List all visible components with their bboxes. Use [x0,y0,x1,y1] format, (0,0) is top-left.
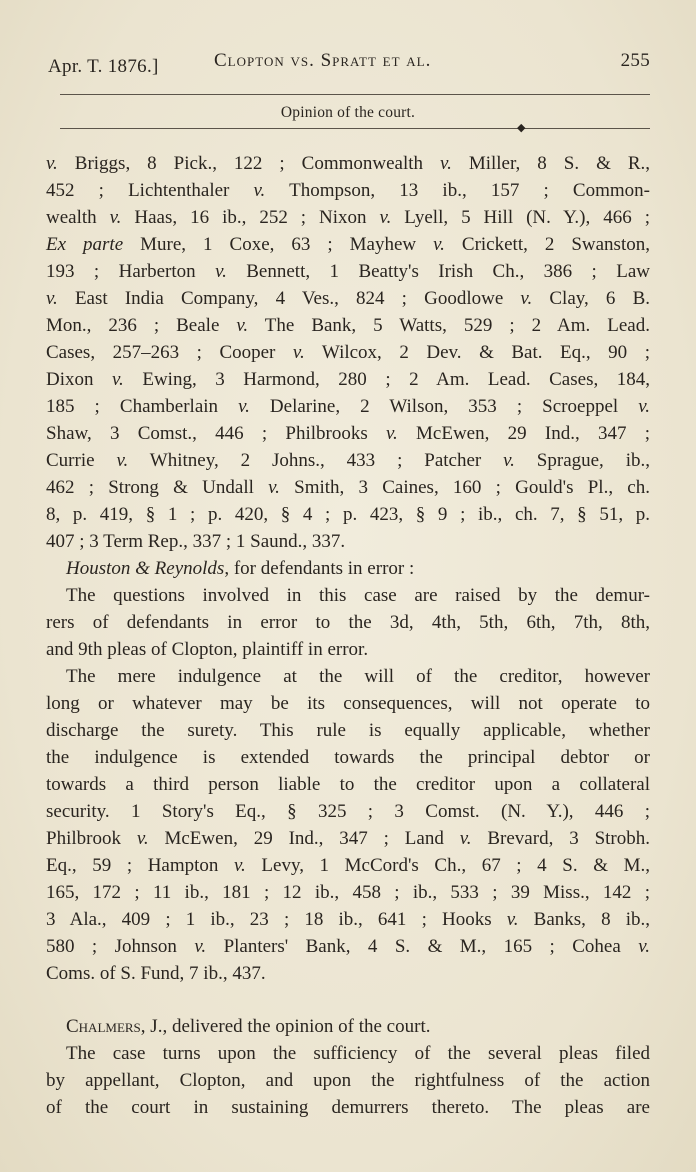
text-line: towards a third person liable to the creditor upon a collateral [46,774,650,795]
text-line: 165, 172 ; 11 ib., 181 ; 12 ib., 458 ; ib., 533 ; 39 Miss., 142 ; [46,882,650,903]
header-rule-bottom [60,128,650,129]
text-line: Coms. of S. Fund, 7 ib., 437. [46,963,266,984]
text-line: wealth v. Haas, 16 ib., 252 ; Nixon v. Lyell, 5 Hill (N. Y.), 466 ; [46,207,650,228]
text-line: Dixon v. Ewing, 3 Harmond, 280 ; 2 Am. Lead. Cases, 184, [46,369,650,390]
subheading: Opinion of the court. [280,104,416,121]
running-head [46,46,650,80]
text-line: v. Briggs, 8 Pick., 122 ; Commonwealth v. Miller, 8 S. & R., [46,153,651,174]
text-line: the indulgence is extended towards the principal debtor or [46,747,650,768]
opinion-heading-line: Chalmers, J., delivered the opinion of the court. [66,1016,431,1037]
text-line: of the court in sustaining demurrers thereto. The pleas are [46,1097,650,1118]
text-line: 8, p. 419, § 1 ; p. 420, § 4 ; p. 423, § 9 ; ib., ch. 7, § 51, p. [46,504,650,525]
text-line: v. East India Company, 4 Ves., 824 ; Goodlowe v. Clay, 6 B. [46,288,651,309]
text-line: Eq., 59 ; Hampton v. Levy, 1 McCord's Ch., 67 ; 4 S. & M., [46,855,650,876]
text-line: 452 ; Lichtenthaler v. Thompson, 13 ib., 157 ; Common- [46,180,650,201]
text-line: Currie v. Whitney, 2 Johns., 433 ; Patcher v. Sprague, ib., [46,450,650,471]
text-line: 185 ; Chamberlain v. Delarine, 2 Wilson, 353 ; Scroeppel v. [46,396,650,417]
counsel-line: Houston & Reynolds, for defendants in error : [66,558,415,579]
text-line: The questions involved in this case are raised by the demur- [66,585,650,606]
text-line: Shaw, 3 Comst., 446 ; Philbrooks v. McEwen, 29 Ind., 347 ; [46,423,650,444]
page-number: 255 [620,50,650,71]
text-line: Philbrook v. McEwen, 29 Ind., 347 ; Land v. Brevard, 3 Strobh. [46,828,650,849]
case-title: Clopton vs. Spratt et al. [214,50,432,71]
text-line: discharge the surety. This rule is equally applicable, whether [46,720,650,741]
term-label: Apr. T. 1876.] [48,56,159,77]
text-line: Cases, 257–263 ; Cooper v. Wilcox, 2 Dev. & Bat. Eq., 90 ; [46,342,650,363]
text-line: Ex parte Mure, 1 Coxe, 63 ; Mayhew v. Crickett, 2 Swanston, [46,234,650,255]
header-rule-top [60,94,650,95]
ornament-icon: ◆ [517,122,526,134]
text-line: 580 ; Johnson v. Planters' Bank, 4 S. & M., 165 ; Cohea v. [46,936,650,957]
text-line: Mon., 236 ; Beale v. The Bank, 5 Watts, 529 ; 2 Am. Lead. [46,315,650,336]
text-line: 407 ; 3 Term Rep., 337 ; 1 Saund., 337. [46,531,346,552]
text-line: 462 ; Strong & Undall v. Smith, 3 Caines, 160 ; Gould's Pl., ch. [46,477,650,498]
text-line: The mere indulgence at the will of the creditor, however [66,666,650,687]
text-line: by appellant, Clopton, and upon the rightfulness of the action [46,1070,650,1091]
text-line: The case turns upon the sufficiency of the several pleas filed [66,1043,650,1064]
text-line: security. 1 Story's Eq., § 325 ; 3 Comst. (N. Y.), 446 ; [46,801,650,822]
text-line: rers of defendants in error to the 3d, 4th, 5th, 6th, 7th, 8th, [46,612,650,633]
text-line: and 9th pleas of Clopton, plaintiff in error. [46,639,369,660]
text-line: 193 ; Harberton v. Bennett, 1 Beatty's Irish Ch., 386 ; Law [46,261,650,282]
text-line: 3 Ala., 409 ; 1 ib., 23 ; 18 ib., 641 ; Hooks v. Banks, 8 ib., [46,909,650,930]
text-line: long or whatever may be its consequences, will not operate to [46,693,650,714]
